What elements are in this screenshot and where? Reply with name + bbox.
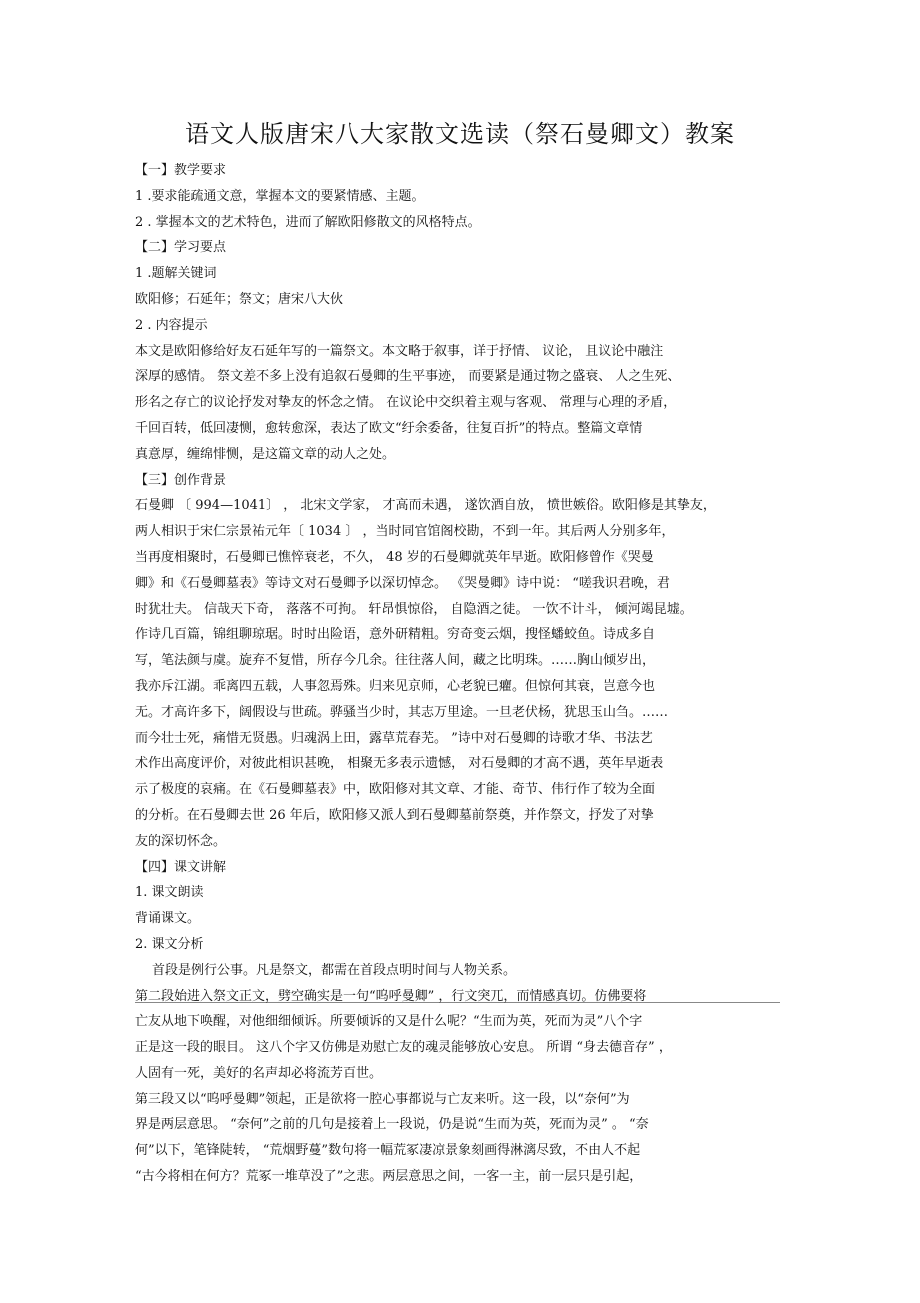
text-line: 卿》和《石曼卿墓表》等诗文对石曼卿予以深切悼念。 《哭曼卿》诗中说： “嗟我识君晚，君 [135,575,670,591]
text-line: 1 .题解关键词 [135,266,217,282]
text-line: 深厚的感情。 祭文差不多上没有追叙石曼卿的生平事迹， 而要紧是通过物之盛衰、 人之生死、 [135,369,681,385]
text-line: 形名之存亡的议论抒发对挚友的怀念之情。 在议论中交织着主观与客观、 常理与心理的矛盾， [135,395,677,411]
text-line: 我亦斥江湖。乖离四五载，人事忽焉殊。归来见京师，心老貌已癯。但惊何其衰，岂意今也 [135,678,656,694]
text-line: 界是两层意思。 “奈何”之前的几句是接着上一段说，仍是说“生而为英，死而为灵” 。 “奈 [135,1117,649,1133]
text-line: 人固有一死，美好的名声却必将流芳百世。 [135,1065,383,1081]
text-line: 本文是欧阳修给好友石延年写的一篇祭文。本文略于叙事，详于抒情、 议论， 且议论中融注 [135,343,664,359]
text-line: 亡友从地下唤醒，对他细细倾诉。所要倾诉的又是什么呢？“生而为英，死而为灵”八个字 [135,1014,643,1030]
text-line: 背诵课文。 [135,911,201,927]
text-line: 无。才高许多下，阔假设与世疏。骅骚当少时，其志万里途。一旦老伏杨，犹思玉山刍。…… [135,704,669,720]
page-title: 语文人版唐宋八大家散文选读（祭石曼卿文）教案 [185,120,735,148]
text-line: 而今壮士死，痛惜无贤愚。归魂涡上田，露草荒春芜。 ”诗中对石曼卿的诗歌才华、书法艺 [135,730,653,746]
section-heading-background: 【三】创作背景 [135,472,227,488]
text-line: 作诗几百篇，锦组聊琼琚。时时出险语，意外研精粗。穷奇变云烟，搜怪蟠蛟鱼。诗成多自 [135,627,656,643]
text-line: 2 . 掌握本文的艺术特色，进而了解欧阳修散文的风格特点。 [135,214,481,230]
text-line: 真意厚，缠绵悱恻，是这篇文章的动人之处。 [135,446,396,462]
text-line: 首段是例行公事。凡是祭文，都需在首段点明时间与人物关系。 [152,962,517,978]
text-line: 示了极度的哀痛。在《石曼卿墓表》中，欧阳修对其文章、才能、奇节、伟行作了较为全面 [135,782,656,798]
text-line: 第二段始进入祭文正文，劈空确实是一句“呜呼曼卿” ，行文突兀，而情感真切。仿佛要将 [135,988,647,1004]
text-line: 时犹壮夫。 信哉天下奇， 落落不可拘。 轩昂惧惊俗， 自隐酒之徒。 一饮不计斗， 倾河竭昆墟。 [135,601,693,617]
text-line: 1 .要求能疏通文意，掌握本文的要紧情感、主题。 [135,188,425,204]
section-heading-key-points: 【二】学习要点 [135,240,227,256]
text-line: 第三段又以“呜呼曼卿”领起，正是欲将一腔心事都说与亡友来听。这一段，以“奈何”为 [135,1091,630,1107]
text-line: 当再度相聚时，石曼卿已憔悴衰老，不久， 48 岁的石曼卿就英年早逝。欧阳修曾作《哭曼 [135,549,654,565]
text-line: “古今将相在何方？荒冢一堆草没了”之悲。两层意思之间，一客一主，前一层只是引起， [135,1169,643,1185]
text-line: 2 . 内容提示 [135,317,208,333]
text-line: 石曼卿 〔 994—1041〕 ， 北宋文学家， 才高而未遇， 遂饮酒自放， 愤世嫉俗。欧阳修是其挚友， [135,498,716,514]
text-line: 欧阳修；石延年；祭文；唐宋八大伙 [135,291,344,307]
document-body [135,158,795,1190]
text-line: 2. 课文分析 [135,936,204,952]
text-line: 的分析。在石曼卿去世 26 年后，欧阳修又派人到石曼卿墓前祭奠，并作祭文，抒发了对挚 [135,807,654,823]
text-line: 术作出高度评价，对彼此相识甚晚， 相聚无多表示遗憾， 对石曼卿的才高不遇，英年早逝表 [135,756,664,772]
section-heading-lecture: 【四】课文讲解 [135,859,227,875]
text-line: 友的深切怀念。 [135,833,227,849]
section-heading-requirements: 【一】教学要求 [135,163,227,178]
text-line: 写，笔法颜与虞。旋弃不复惜，所存今几余。往往落人间，藏之比明珠。……胸山倾岁出， [135,653,656,669]
text-line: 正是这一段的眼目。 这八个字又仿佛是劝慰亡友的魂灵能够放心安息。 所谓 “身去德音存” ， [135,1040,672,1056]
text-line: 何”以下，笔锋陡转， “荒烟野蔓”数句将一幅荒冢凄凉景象刻画得淋漓尽致，不由人不起 [135,1143,641,1159]
text-line: 两人相识于宋仁宗景祐元年〔 1034 〕 ，当时同官馆阁校勘，不到一年。其后两人分别多年， [135,524,675,540]
text-line: 1. 课文朗读 [135,885,204,901]
text-line: 千回百转，低回凄恻，愈转愈深，表达了欧文“纡余委备，往复百折”的特点。整篇文章情 [135,420,643,436]
